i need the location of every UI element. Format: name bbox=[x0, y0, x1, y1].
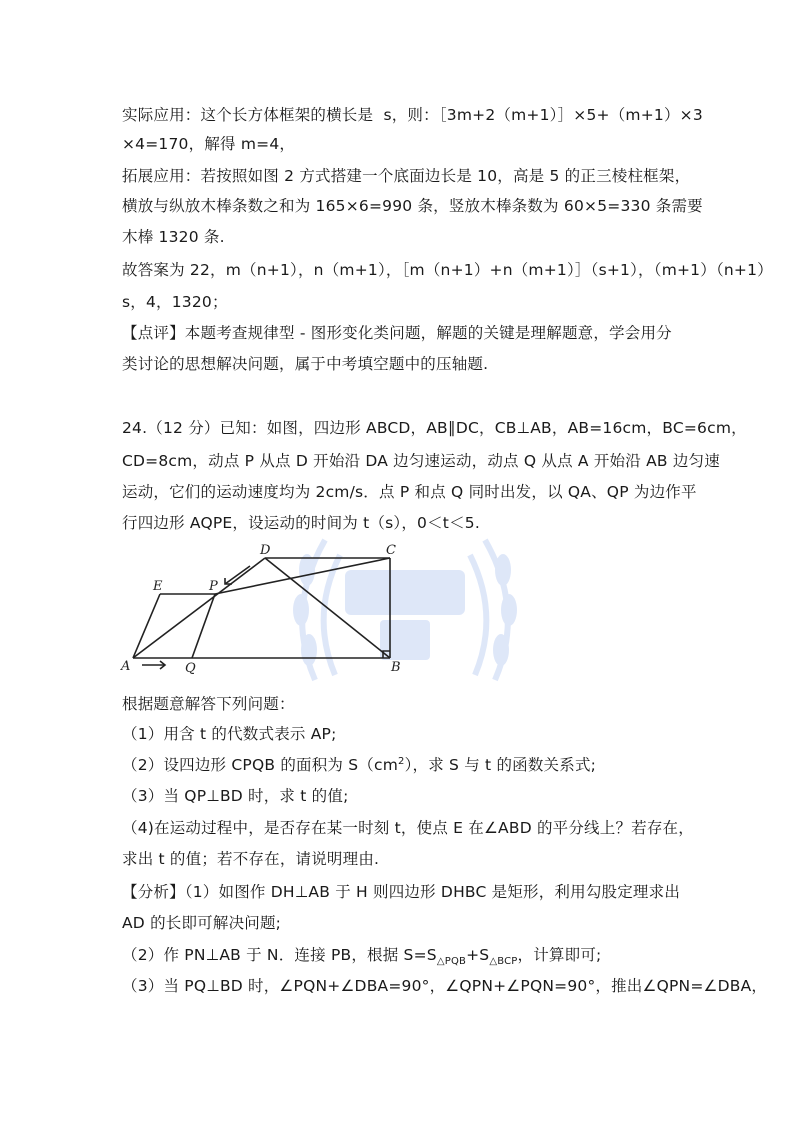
analysis-line: （3）当 PQ⊥BD 时，∠PQN+∠DBA=90°，∠QPN+∠PQN=90°，推出∠QPN=∠DBA， bbox=[122, 977, 768, 995]
label-C: C bbox=[386, 543, 396, 558]
segment-DB bbox=[265, 558, 390, 658]
superscript: 2 bbox=[398, 755, 405, 767]
question-line: （1）用含 t 的代数式表示 AP; bbox=[122, 725, 337, 743]
text-line: 实际应用：这个长方体框架的横长是 s，则：［3m+2（m+1）］×5+（m+1）×3 bbox=[122, 106, 703, 124]
label-B: B bbox=[391, 660, 401, 675]
analysis-2-text-end: ，计算即可; bbox=[517, 946, 602, 964]
text-line: 类讨论的思想解决问题，属于中考填空题中的压轴题. bbox=[122, 355, 489, 373]
segment-AD bbox=[133, 558, 265, 658]
analysis-line: 【分析】（1）如图作 DH⊥AB 于 H 则四边形 DHBC 是矩形，利用勾股定理求出 bbox=[122, 883, 681, 901]
text-line: 木棒 1320 条. bbox=[122, 228, 225, 246]
question-2-text-end: ），求 S 与 t 的函数关系式; bbox=[404, 756, 597, 774]
label-D: D bbox=[260, 543, 271, 558]
subscript: △BCP bbox=[489, 956, 518, 968]
analysis-2-plus: +S bbox=[466, 946, 490, 964]
question-line: （3）当 QP⊥BD 时，求 t 的值; bbox=[122, 787, 349, 805]
subscript: △PQB bbox=[436, 956, 467, 968]
arrow-P-motion bbox=[225, 566, 250, 584]
text-line: 拓展应用：若按照如图 2 方式搭建一个底面边长是 10，高是 5 的正三棱柱框架， bbox=[122, 167, 691, 185]
analysis-line: AD 的长即可解决问题; bbox=[122, 914, 282, 932]
question-line: 求出 t 的值；若不存在，请说明理由. bbox=[122, 850, 380, 868]
problem-statement-line: 24.（12 分）已知：如图，四边形 ABCD，AB∥DC，CB⊥AB，AB=16cm，BC=6cm， bbox=[122, 419, 747, 437]
problem-statement-line: 行四边形 AQPE，设运动的时间为 t（s），0＜t＜5. bbox=[122, 514, 480, 532]
label-E: E bbox=[153, 579, 163, 594]
problem-statement-line: CD=8cm，动点 P 从点 D 开始沿 DA 边匀速运动，动点 Q 从点 A 开始沿 AB 边匀速 bbox=[122, 452, 720, 470]
text-line: 根据题意解答下列问题： bbox=[122, 695, 295, 713]
analysis-2-text: （2）作 PN⊥AB 于 N．连接 PB，根据 S=S bbox=[122, 946, 437, 964]
question-2-text: （2）设四边形 CPQB 的面积为 S（cm bbox=[122, 756, 399, 774]
text-line: s，4，1320； bbox=[122, 293, 228, 311]
label-Q: Q bbox=[185, 661, 196, 675]
text-line: 故答案为 22，m（n+1），n（m+1），［m（n+1）+n（m+1）］（s+1），（m+1）（n+1） bbox=[122, 261, 773, 279]
question-line: （4)在运动过程中，是否存在某一时刻 t，使点 E 在∠ABD 的平分线上？若存在， bbox=[122, 819, 694, 837]
label-A: A bbox=[121, 659, 131, 674]
question-line bbox=[122, 755, 596, 775]
label-P: P bbox=[209, 579, 218, 594]
text-line: 横放与纵放木棒条数之和为 165×6=990 条，竖放木棒条数为 60×5=330 条需要 bbox=[122, 197, 703, 215]
analysis-line bbox=[122, 945, 602, 968]
text-line: ×4=170，解得 m=4， bbox=[122, 135, 296, 153]
text-line: 【点评】本题考查规律型 - 图形变化类问题，解题的关键是理解题意，学会用分 bbox=[122, 324, 672, 342]
problem-statement-line: 运动，它们的运动速度均为 2cm/s．点 P 和点 Q 同时出发，以 QA、QP 为边作平 bbox=[122, 483, 697, 501]
geometry-figure bbox=[115, 540, 415, 675]
